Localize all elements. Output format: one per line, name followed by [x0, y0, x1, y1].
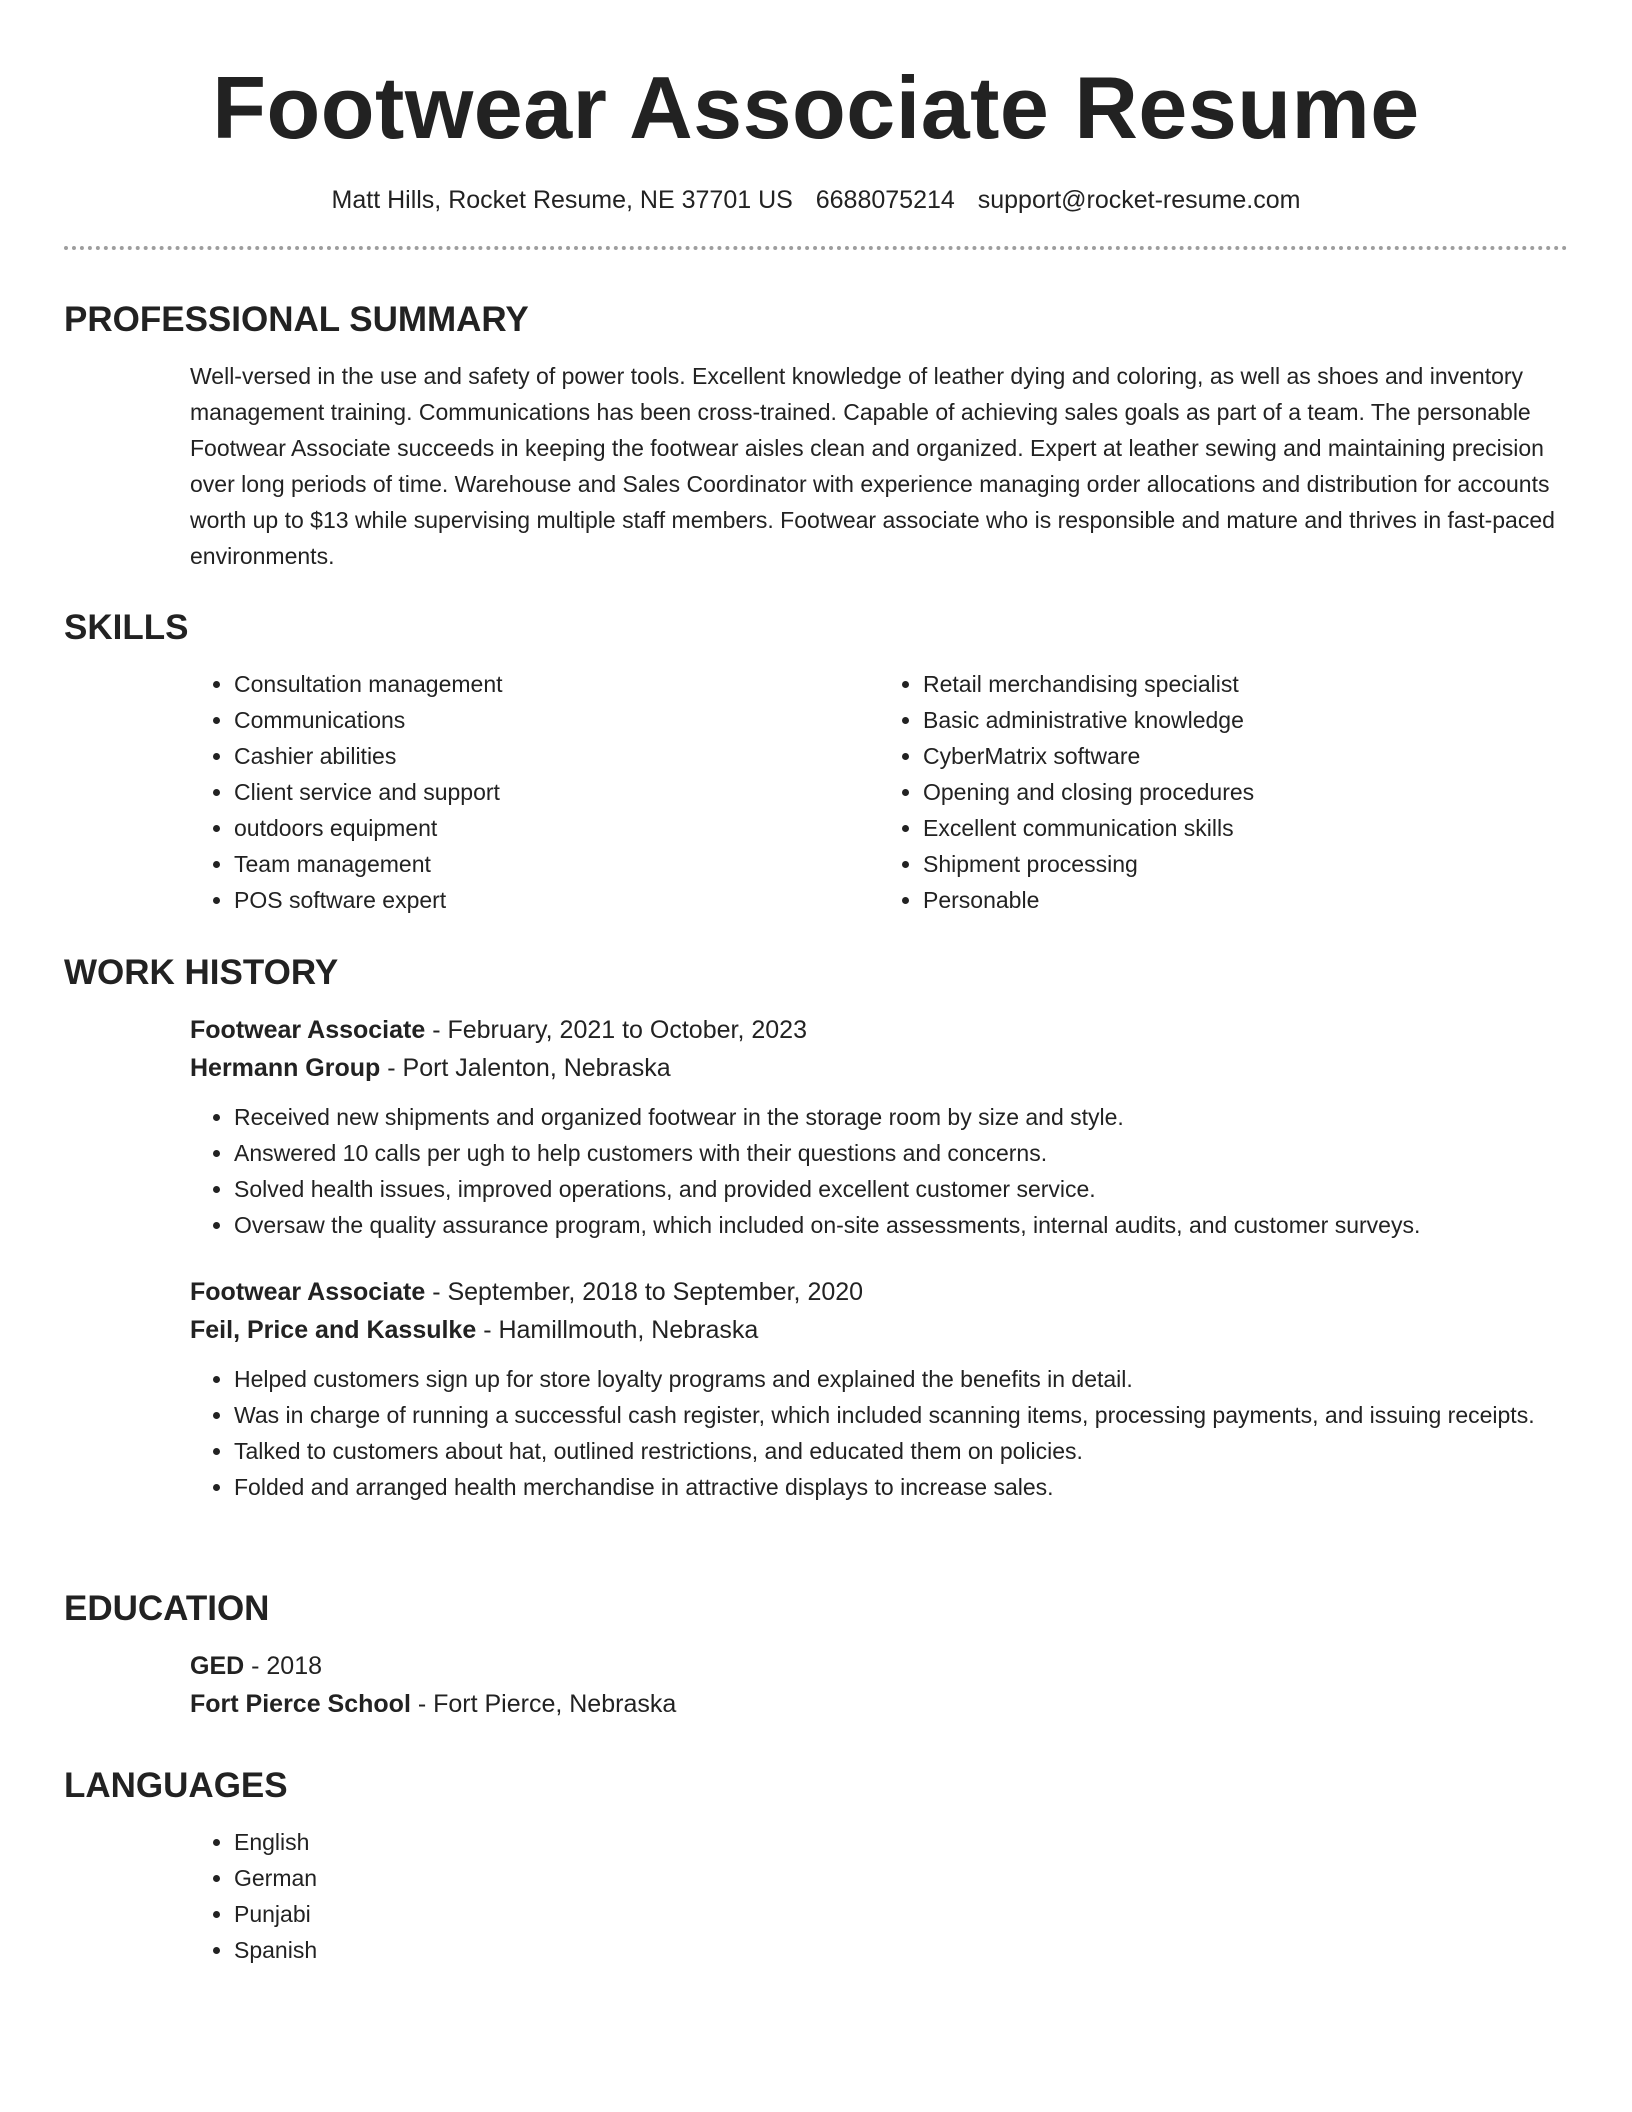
list-item: • Shipment processing: [923, 846, 1568, 882]
list-item: • Talked to customers about hat, outlined restrictions, and educated them on policies.: [234, 1433, 1568, 1469]
contact-line: [64, 184, 1568, 216]
job-entry: [190, 1273, 1568, 1505]
job-entry: [190, 1011, 1568, 1243]
list-item: • Punjabi: [234, 1896, 1568, 1932]
list-item: • outdoors equipment: [234, 810, 879, 846]
education-section: [64, 1589, 1568, 1723]
list-item: • English: [234, 1824, 1568, 1860]
job-title-line: [190, 1011, 1568, 1049]
skills-columns: [190, 666, 1568, 918]
job-title: Footwear Associate: [190, 1016, 426, 1044]
skills-heading: SKILLS: [64, 608, 189, 647]
job-company: Feil, Price and Kassulke: [190, 1316, 477, 1344]
list-item: • German: [234, 1860, 1568, 1896]
list-item: • Received new shipments and organized footwear in the storage room by size and style.: [234, 1099, 1568, 1135]
degree: GED: [190, 1652, 245, 1680]
header-divider: [64, 246, 1568, 250]
list-item: • CyberMatrix software: [923, 738, 1568, 774]
list-item: • Communications: [234, 702, 879, 738]
degree-year: - 2018: [244, 1652, 323, 1680]
list-item: • Basic administrative knowledge: [923, 702, 1568, 738]
job-dates: - September, 2018 to September, 2020: [425, 1278, 864, 1306]
job-bullets: [190, 1099, 1568, 1243]
job-title: Footwear Associate: [190, 1278, 426, 1306]
education-heading: EDUCATION: [64, 1589, 270, 1628]
list-item: • Opening and closing procedures: [923, 774, 1568, 810]
contact-phone: 6688075214: [815, 186, 955, 214]
job-company-line: [190, 1311, 1568, 1349]
list-item: • Spanish: [234, 1932, 1568, 1968]
list-item: • Consultation management: [234, 666, 879, 702]
degree-line: [190, 1647, 1568, 1685]
languages-list: [190, 1824, 1568, 1968]
work-heading: WORK HISTORY: [64, 953, 339, 992]
list-item: • Was in charge of running a successful cash register, which included scanning items, processing payments, and issuing receipts.: [234, 1397, 1568, 1433]
work-section: [64, 953, 1568, 1505]
summary-text: Well-versed in the use and safety of power tools. Excellent knowledge of leather dying and coloring, as well as shoes and inventory management training. Communications has been cross-trained. Capable of achieving sales goals as part of a team. The personable Footwear Associate succeeds in keeping the footwear aisles clean and organized. Expert at leather sewing and maintaining precision over long periods of time. Warehouse and Sales Coordinator with experience managing order allocations and distribution for accounts worth up to $13 while supervising multiple staff members. Footwear associate who is responsible and mature and thrives in fast-paced environments.: [190, 363, 1555, 569]
job-dates: - February, 2021 to October, 2023: [425, 1016, 807, 1044]
job-company: Hermann Group: [190, 1054, 381, 1082]
list-item: • Answered 10 calls per ugh to help customers with their questions and concerns.: [234, 1135, 1568, 1171]
list-item: • Excellent communication skills: [923, 810, 1568, 846]
resume-page: [64, 0, 1568, 1963]
school-location: - Fort Pierce, Nebraska: [410, 1690, 677, 1718]
list-item: • Helped customers sign up for store loyalty programs and explained the benefits in detail.: [234, 1361, 1568, 1397]
list-item: • Oversaw the quality assurance program, which included on-site assessments, internal audits, and customer surveys.: [234, 1207, 1568, 1243]
resume-header: [64, 60, 1568, 250]
skills-list-left: [190, 666, 879, 918]
contact-address: Matt Hills, Rocket Resume, NE 37701 US: [331, 186, 793, 214]
page-title: Footwear Associate Resume: [212, 58, 1420, 157]
job-company-line: [190, 1049, 1568, 1087]
contact-email: support@rocket-resume.com: [977, 186, 1301, 214]
school-name: Fort Pierce School: [190, 1690, 411, 1718]
list-item: • Solved health issues, improved operations, and provided excellent customer service.: [234, 1171, 1568, 1207]
languages-heading: LANGUAGES: [64, 1766, 288, 1805]
job-location: - Hamillmouth, Nebraska: [476, 1316, 759, 1344]
job-bullets: [190, 1361, 1568, 1505]
list-item: • Retail merchandising specialist: [923, 666, 1568, 702]
education-entry: [190, 1647, 1568, 1723]
job-title-line: [190, 1273, 1568, 1311]
list-item: • Team management: [234, 846, 879, 882]
job-location: - Port Jalenton, Nebraska: [380, 1054, 671, 1082]
list-item: • Folded and arranged health merchandise in attractive displays to increase sales.: [234, 1469, 1568, 1505]
list-item: • Cashier abilities: [234, 738, 879, 774]
school-line: [190, 1685, 1568, 1723]
summary-heading: PROFESSIONAL SUMMARY: [64, 300, 529, 339]
skills-section: [64, 608, 1568, 918]
list-item: • Personable: [923, 882, 1568, 918]
languages-section: [64, 1766, 1568, 1968]
summary-section: [64, 300, 1568, 574]
list-item: • POS software expert: [234, 882, 879, 918]
list-item: • Client service and support: [234, 774, 879, 810]
skills-list-right: [879, 666, 1568, 918]
